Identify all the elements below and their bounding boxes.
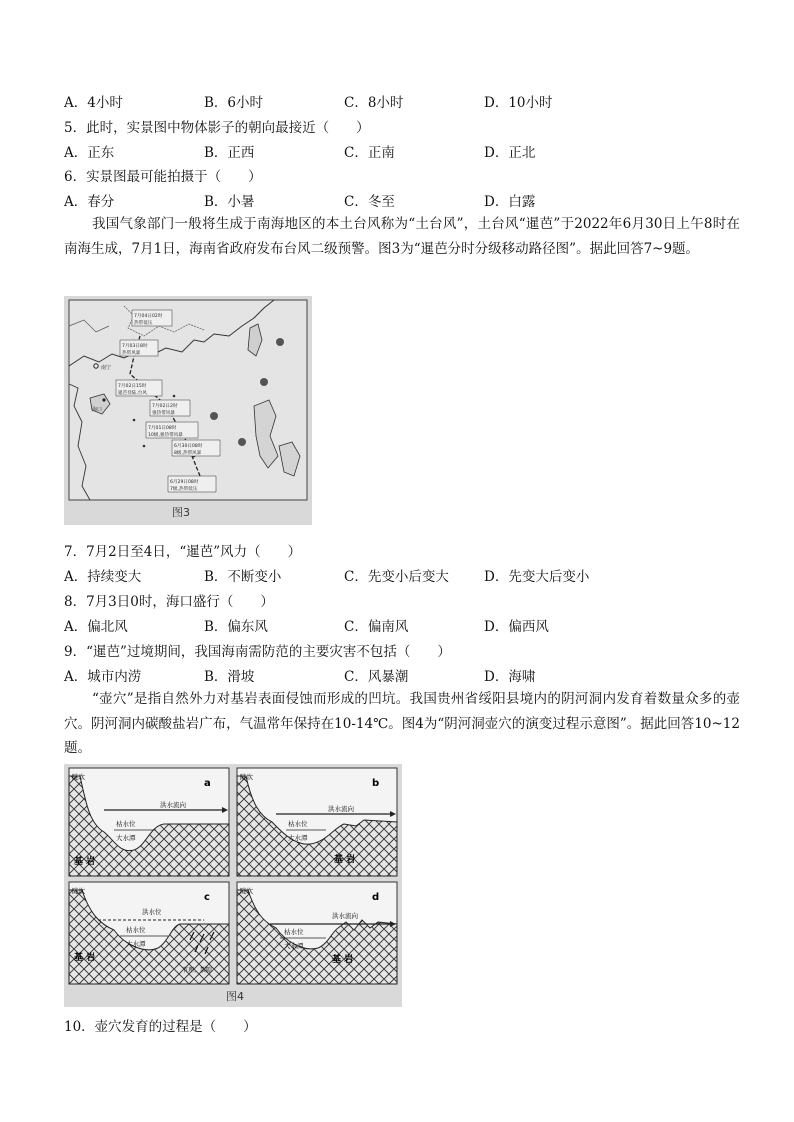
q8-option-a: A．偏北风 <box>64 619 128 635</box>
panel-b <box>237 768 397 876</box>
q5-option-b: B．正西 <box>204 145 255 161</box>
panel-c-letter: c <box>204 892 210 903</box>
q6-option-c: C．冬至 <box>344 194 395 210</box>
map-label-p6-level: 8级,热带风暴 <box>174 451 202 456</box>
map-label-p5-level: 10级,强热带风暴 <box>148 433 183 438</box>
panel-c-pool-label: 大水潭 <box>126 940 146 948</box>
q6-option-a: A．春分 <box>64 194 115 210</box>
q9-stem: 9．“暹芭”过境期间，我国海南需防范的主要灾害不包括（ ） <box>64 644 451 660</box>
panel-b-rock-label: 基 岩 <box>334 855 356 865</box>
panel-a-pool-label: 大水潭 <box>116 834 136 842</box>
figure-4-pothole-evolution <box>64 764 402 1007</box>
panel-b-pool-label: 大水潭 <box>288 834 308 842</box>
panel-c-joint-label: 节理、裂隙 <box>182 967 213 974</box>
q4-options <box>64 91 764 111</box>
figure-4-caption: 图4 <box>226 990 244 1003</box>
q5-option-d: D．正北 <box>484 145 536 161</box>
panel-b-low-label: 枯水位 <box>288 820 308 828</box>
panel-a-flow-label: 洪水流向 <box>160 801 186 809</box>
panel-b-flow-label: 洪水流向 <box>328 805 354 813</box>
q9-option-c: C．风暴潮 <box>344 669 409 685</box>
map-label-haikou: 海口 <box>92 407 103 413</box>
q9-options <box>64 665 764 685</box>
panel-c <box>69 882 229 984</box>
panel-c-flood-label: 洪水位 <box>142 908 162 916</box>
q8-option-c: C．偏南风 <box>344 619 409 635</box>
map-label-nanning: 南宁 <box>101 365 112 371</box>
q4-option-a: A．4小时 <box>64 95 123 111</box>
q8-option-d: D．偏西风 <box>484 619 549 635</box>
panel-a-slope-label: 陡坎 <box>72 773 85 781</box>
q7-option-c: C．先变小后变大 <box>344 569 449 585</box>
passage-potholes: “壶穴”是指自然外力对基岩表面侵蚀而形成的凹坑。我国贵州省绥阳县境内的阴河洞内发育着数量众多的壶穴。阴河洞内碳酸盐岩广布，气温常年保持在10-14℃。图4为“阴河洞壶穴的演变过程示意图”。据此回答10~12题。 <box>64 691 740 756</box>
map-label-p4-time: 7月02日2时 <box>152 404 178 409</box>
map-label-p5-time: 7月01日08时 <box>148 426 177 431</box>
q9-option-a: A．城市内涝 <box>64 669 142 685</box>
q5-stem: 5．此时，实景图中物体影子的朝向最接近（ ） <box>64 120 370 136</box>
q9-option-b: B．滑坡 <box>204 669 255 685</box>
q5-options <box>64 141 764 161</box>
panel-b-letter: b <box>372 778 380 789</box>
panel-a-letter: a <box>204 778 211 789</box>
panel-d-slope-label: 陡坎 <box>240 887 253 895</box>
panel-d-letter: d <box>372 892 380 903</box>
panel-a-rock-label: 基 岩 <box>74 857 96 867</box>
map-label-p2-time: 7月03日8时 <box>122 344 148 349</box>
map-label-p1-time: 7月04日02时 <box>134 314 163 319</box>
map-label-p2-level: 热带风暴 <box>122 351 141 356</box>
q5-option-a: A．正东 <box>64 145 115 161</box>
q6-stem: 6．实景图最可能拍摄于（ ） <box>64 169 262 185</box>
q7-options <box>64 565 764 585</box>
map-label-p3-level: 暹芭登陆,台风 <box>118 391 148 396</box>
q8-options <box>64 615 764 635</box>
map-label-p7-level: 7级,热带低压 <box>170 487 198 492</box>
q5-option-c: C．正南 <box>344 145 395 161</box>
q6-option-d: D．白露 <box>484 194 536 210</box>
q4-option-c: C．8小时 <box>344 95 404 111</box>
figure-3-typhoon-map <box>64 296 312 525</box>
map-label-p1-level: 热带低压 <box>134 321 153 326</box>
panel-a <box>69 768 229 876</box>
panel-d-low-label: 枯水位 <box>284 928 304 936</box>
passage-typhoon: 我国气象部门一般将生成于南海地区的本土台风称为“土台风”，土台风“暹芭”于2022年6月30日上午8时在南海生成，7月1日，海南省政府发布台风二级预警。图3为“暹芭分时分级移动路径图”。据此回答7~9题。 <box>64 216 740 257</box>
q7-option-d: D．先变大后变小 <box>484 569 590 585</box>
figure-3-caption: 图3 <box>172 506 190 519</box>
panel-c-low-label: 枯水位 <box>126 926 146 934</box>
panel-d <box>237 882 397 984</box>
q6-option-b: B．小暑 <box>204 194 255 210</box>
q6-options <box>64 190 764 210</box>
panel-d-rock-label: 基 岩 <box>332 955 354 965</box>
q10-stem: 10．壶穴发育的过程是（ ） <box>64 1019 257 1035</box>
panel-b-slope-label: 陡坎 <box>240 773 253 781</box>
q7-stem: 7．7月2日至4日，“暹芭”风力（ ） <box>64 544 302 560</box>
map-label-p6-time: 6月30日08时 <box>174 444 203 449</box>
panel-d-pool-label: 大水潭 <box>284 942 304 950</box>
typhoon-map-svg <box>64 296 312 525</box>
q4-option-b: B．6小时 <box>204 95 264 111</box>
panel-d-flow-label: 洪水流向 <box>332 912 358 920</box>
panel-c-rock-label: 基 岩 <box>74 953 96 963</box>
q8-stem: 8．7月3日0时，海口盛行（ ） <box>64 594 274 610</box>
pothole-diagram-svg <box>64 764 402 1007</box>
map-label-p4-level: 强热带风暴 <box>152 411 175 416</box>
q7-option-b: B．不断变小 <box>204 569 282 585</box>
panel-c-slope-label: 陡坎 <box>72 887 85 895</box>
q8-option-b: B．偏东风 <box>204 619 268 635</box>
panel-a-low-label: 枯水位 <box>116 820 136 828</box>
q4-option-d: D．10小时 <box>484 95 553 111</box>
map-label-p3-time: 7月02日15时 <box>118 384 147 389</box>
q9-option-d: D．海啸 <box>484 669 536 685</box>
q7-option-a: A．持续变大 <box>64 569 142 585</box>
map-label-p7-time: 6月29日08时 <box>170 480 199 485</box>
